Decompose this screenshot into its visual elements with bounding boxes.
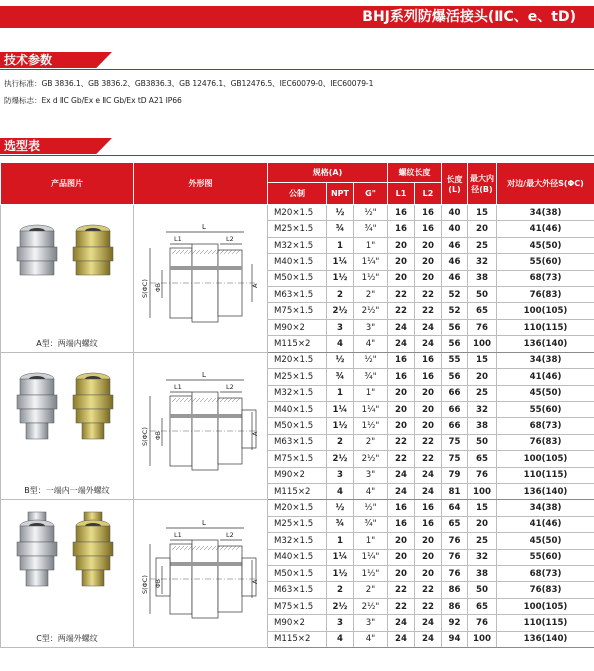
outline-drawing — [140, 366, 262, 486]
header-metric: 公制 — [268, 183, 327, 205]
cell-npt: ¾ — [327, 516, 354, 532]
cell-max-bore: 100 — [468, 631, 497, 647]
cell-metric: M32×1.5 — [268, 533, 327, 549]
cell-metric: M20×1.5 — [268, 500, 327, 516]
cell-npt: 1 — [327, 385, 354, 401]
page-title: BHJ系列防爆活接头(ⅡC、e、tD) — [0, 6, 594, 28]
cell-g: 1¼" — [354, 549, 388, 565]
cell-g: ¾" — [354, 221, 388, 237]
cell-l1: 20 — [388, 237, 415, 253]
cell-max-bore: 15 — [468, 205, 497, 221]
table-row — [1, 205, 594, 221]
cell-l1: 20 — [388, 418, 415, 434]
cell-max-bore: 76 — [468, 615, 497, 631]
cell-length: 75 — [442, 434, 468, 450]
cell-across-flats: 41(46) — [497, 516, 594, 532]
header-npt: NPT — [327, 183, 354, 205]
marking-line — [4, 95, 182, 106]
cell-l1: 20 — [388, 385, 415, 401]
svg-text:ΦB: ΦB — [154, 283, 162, 293]
cell-metric: M75×1.5 — [268, 598, 327, 614]
cell-max-bore: 20 — [468, 369, 497, 385]
cell-across-flats: 68(73) — [497, 566, 594, 582]
svg-text:A: A — [250, 431, 259, 437]
cell-across-flats: 136(140) — [497, 336, 594, 352]
cell-npt: 3 — [327, 319, 354, 335]
cell-max-bore: 50 — [468, 582, 497, 598]
cell-l2: 24 — [415, 336, 442, 352]
cell-l1: 20 — [388, 270, 415, 286]
header-l2: L2 — [415, 183, 442, 205]
cell-metric: M50×1.5 — [268, 270, 327, 286]
svg-text:S(ΦC): S(ΦC) — [140, 574, 149, 594]
cell-npt: 1 — [327, 533, 354, 549]
cell-l1: 22 — [388, 303, 415, 319]
svg-text:S(ΦC): S(ΦC) — [140, 427, 149, 447]
cell-length: 52 — [442, 287, 468, 303]
cell-length: 40 — [442, 221, 468, 237]
cell-across-flats: 41(46) — [497, 369, 594, 385]
cell-length: 46 — [442, 237, 468, 253]
cell-metric: M90×2 — [268, 467, 327, 483]
cell-g: 1½" — [354, 270, 388, 286]
cell-length: 52 — [442, 303, 468, 319]
cell-max-bore: 50 — [468, 287, 497, 303]
cell-max-bore: 15 — [468, 500, 497, 516]
cell-npt: 4 — [327, 336, 354, 352]
svg-text:ΦB: ΦB — [154, 431, 162, 441]
cell-max-bore: 65 — [468, 303, 497, 319]
cell-l2: 20 — [415, 254, 442, 270]
cell-g: 4" — [354, 631, 388, 647]
cell-npt: 3 — [327, 615, 354, 631]
cell-across-flats: 136(140) — [497, 631, 594, 647]
cell-l2: 20 — [415, 401, 442, 417]
cell-across-flats: 68(73) — [497, 418, 594, 434]
cell-length: 65 — [442, 516, 468, 532]
cell-across-flats: 100(105) — [497, 598, 594, 614]
cell-metric: M50×1.5 — [268, 566, 327, 582]
svg-text:L1: L1 — [173, 530, 182, 539]
cell-npt: 2 — [327, 582, 354, 598]
product-photo-cell — [1, 205, 134, 353]
cell-l2: 20 — [415, 237, 442, 253]
cell-across-flats: 55(60) — [497, 549, 594, 565]
cell-g: 2" — [354, 582, 388, 598]
cell-max-bore: 76 — [468, 467, 497, 483]
cell-g: 1" — [354, 385, 388, 401]
cell-metric: M90×2 — [268, 319, 327, 335]
cell-npt: ¾ — [327, 221, 354, 237]
outline-drawing-cell — [134, 352, 268, 500]
cell-metric: M40×1.5 — [268, 549, 327, 565]
cell-metric: M115×2 — [268, 631, 327, 647]
header-thread-length: 螺纹长度 — [388, 163, 442, 183]
cell-l2: 24 — [415, 483, 442, 499]
header-max-bore: 最大内径(B) — [468, 163, 497, 205]
cell-length: 56 — [442, 369, 468, 385]
cell-metric: M40×1.5 — [268, 401, 327, 417]
standards-line — [4, 78, 373, 89]
standards-label: 执行标准： — [4, 79, 42, 88]
cell-l1: 22 — [388, 287, 415, 303]
cell-npt: ½ — [327, 205, 354, 221]
cell-l2: 20 — [415, 533, 442, 549]
cell-max-bore: 32 — [468, 254, 497, 270]
cell-g: 2½" — [354, 451, 388, 467]
cell-across-flats: 34(38) — [497, 352, 594, 368]
cell-l1: 24 — [388, 336, 415, 352]
cell-npt: 4 — [327, 631, 354, 647]
cell-npt: ¾ — [327, 369, 354, 385]
cell-g: 1½" — [354, 566, 388, 582]
svg-text:S(ΦC): S(ΦC) — [140, 279, 149, 299]
product-photo-image — [7, 213, 127, 297]
cell-npt: 1¼ — [327, 401, 354, 417]
cell-across-flats: 68(73) — [497, 270, 594, 286]
cell-max-bore: 32 — [468, 401, 497, 417]
cell-length: 86 — [442, 598, 468, 614]
cell-metric: M90×2 — [268, 615, 327, 631]
svg-text:L1: L1 — [173, 383, 182, 392]
cell-across-flats: 100(105) — [497, 451, 594, 467]
tech-heading: 技术参数 — [4, 53, 53, 67]
cell-across-flats: 110(115) — [497, 319, 594, 335]
header-l1: L1 — [388, 183, 415, 205]
cell-l1: 22 — [388, 451, 415, 467]
cell-max-bore: 100 — [468, 336, 497, 352]
cell-l2: 16 — [415, 369, 442, 385]
cell-l2: 16 — [415, 500, 442, 516]
cell-metric: M20×1.5 — [268, 352, 327, 368]
cell-l1: 20 — [388, 254, 415, 270]
cell-npt: 1½ — [327, 418, 354, 434]
svg-text:L2: L2 — [225, 530, 234, 539]
cell-g: 2½" — [354, 303, 388, 319]
cell-across-flats: 45(50) — [497, 385, 594, 401]
cell-across-flats: 55(60) — [497, 401, 594, 417]
cell-l2: 24 — [415, 467, 442, 483]
cell-l1: 20 — [388, 566, 415, 582]
svg-text:L2: L2 — [225, 383, 234, 392]
cell-across-flats: 45(50) — [497, 533, 594, 549]
cell-max-bore: 20 — [468, 516, 497, 532]
cell-max-bore: 50 — [468, 434, 497, 450]
cell-l2: 20 — [415, 385, 442, 401]
cell-npt: 2½ — [327, 598, 354, 614]
cell-length: 56 — [442, 336, 468, 352]
cell-npt: 4 — [327, 483, 354, 499]
cell-l1: 16 — [388, 205, 415, 221]
cell-metric: M32×1.5 — [268, 385, 327, 401]
cell-l1: 16 — [388, 500, 415, 516]
tech-section-header — [0, 52, 594, 68]
cell-g: ½" — [354, 352, 388, 368]
cell-length: 40 — [442, 205, 468, 221]
cell-length: 76 — [442, 533, 468, 549]
cell-metric: M25×1.5 — [268, 221, 327, 237]
cell-metric: M25×1.5 — [268, 516, 327, 532]
selection-heading: 选型表 — [4, 139, 41, 153]
cell-l2: 20 — [415, 418, 442, 434]
cell-l1: 24 — [388, 615, 415, 631]
cell-metric: M20×1.5 — [268, 205, 327, 221]
cell-g: 4" — [354, 336, 388, 352]
product-photo-image — [7, 361, 127, 445]
cell-g: 2½" — [354, 598, 388, 614]
cell-metric: M115×2 — [268, 336, 327, 352]
cell-npt: 1½ — [327, 566, 354, 582]
cell-max-bore: 100 — [468, 483, 497, 499]
cell-metric: M50×1.5 — [268, 418, 327, 434]
svg-text:ΦB: ΦB — [154, 578, 162, 588]
cell-npt: 1½ — [327, 270, 354, 286]
cell-length: 66 — [442, 418, 468, 434]
cell-l2: 24 — [415, 631, 442, 647]
cell-l2: 24 — [415, 615, 442, 631]
cell-across-flats: 76(83) — [497, 434, 594, 450]
cell-length: 64 — [442, 500, 468, 516]
cell-across-flats: 110(115) — [497, 615, 594, 631]
cell-l2: 22 — [415, 598, 442, 614]
outline-drawing — [140, 514, 262, 634]
cell-l1: 16 — [388, 221, 415, 237]
cell-l1: 20 — [388, 549, 415, 565]
cell-metric: M63×1.5 — [268, 434, 327, 450]
cell-g: ½" — [354, 500, 388, 516]
cell-length: 79 — [442, 467, 468, 483]
cell-length: 46 — [442, 270, 468, 286]
header-photo: 产品图片 — [1, 163, 134, 205]
cell-across-flats: 41(46) — [497, 221, 594, 237]
cell-g: 3" — [354, 467, 388, 483]
svg-text:L2: L2 — [225, 235, 234, 244]
cell-metric: M115×2 — [268, 483, 327, 499]
cell-across-flats: 45(50) — [497, 237, 594, 253]
cell-l1: 24 — [388, 631, 415, 647]
cell-npt: ½ — [327, 500, 354, 516]
cell-across-flats: 136(140) — [497, 483, 594, 499]
cell-length: 75 — [442, 451, 468, 467]
svg-text:L: L — [201, 223, 206, 232]
cell-l1: 24 — [388, 483, 415, 499]
cell-npt: ½ — [327, 352, 354, 368]
cell-metric: M75×1.5 — [268, 303, 327, 319]
cell-length: 66 — [442, 385, 468, 401]
cell-length: 56 — [442, 319, 468, 335]
svg-text:A: A — [250, 579, 259, 584]
cell-l1: 20 — [388, 533, 415, 549]
selection-table — [0, 162, 594, 648]
cell-max-bore: 25 — [468, 533, 497, 549]
header-across-flats: 对边/最大外径S(ΦC) — [497, 163, 594, 205]
cell-npt: 3 — [327, 467, 354, 483]
cell-max-bore: 32 — [468, 549, 497, 565]
cell-l1: 24 — [388, 467, 415, 483]
cell-l2: 16 — [415, 352, 442, 368]
cell-g: ¾" — [354, 516, 388, 532]
cell-max-bore: 38 — [468, 270, 497, 286]
outline-drawing — [140, 218, 262, 338]
type-label: A型：两端内螺纹 — [36, 338, 98, 348]
cell-max-bore: 38 — [468, 566, 497, 582]
type-label: C型：两端外螺纹 — [36, 634, 98, 644]
cell-max-bore: 38 — [468, 418, 497, 434]
cell-max-bore: 25 — [468, 237, 497, 253]
cell-l1: 16 — [388, 516, 415, 532]
selection-section-header — [0, 138, 594, 154]
cell-metric: M25×1.5 — [268, 369, 327, 385]
cell-npt: 2 — [327, 434, 354, 450]
cell-g: 3" — [354, 319, 388, 335]
cell-l2: 20 — [415, 566, 442, 582]
cell-l1: 22 — [388, 434, 415, 450]
cell-length: 81 — [442, 483, 468, 499]
cell-max-bore: 20 — [468, 221, 497, 237]
cell-across-flats: 55(60) — [497, 254, 594, 270]
svg-text:L: L — [201, 518, 206, 527]
cell-across-flats: 76(83) — [497, 287, 594, 303]
cell-across-flats: 76(83) — [497, 582, 594, 598]
cell-l1: 16 — [388, 369, 415, 385]
cell-l2: 22 — [415, 434, 442, 450]
cell-l2: 22 — [415, 303, 442, 319]
cell-metric: M40×1.5 — [268, 254, 327, 270]
cell-max-bore: 65 — [468, 598, 497, 614]
cell-across-flats: 34(38) — [497, 500, 594, 516]
outline-drawing-cell — [134, 500, 268, 648]
cell-l2: 22 — [415, 287, 442, 303]
cell-l2: 22 — [415, 582, 442, 598]
cell-length: 55 — [442, 352, 468, 368]
cell-max-bore: 15 — [468, 352, 497, 368]
cell-g: 1¼" — [354, 401, 388, 417]
cell-across-flats: 110(115) — [497, 467, 594, 483]
cell-g: 4" — [354, 483, 388, 499]
cell-npt: 2½ — [327, 451, 354, 467]
product-photo-cell — [1, 500, 134, 648]
header-g: G" — [354, 183, 388, 205]
table-row — [1, 500, 594, 516]
svg-text:L1: L1 — [173, 235, 182, 244]
cell-g: 1" — [354, 533, 388, 549]
cell-g: ½" — [354, 205, 388, 221]
cell-g: 1½" — [354, 418, 388, 434]
cell-across-flats: 34(38) — [497, 205, 594, 221]
cell-g: 2" — [354, 287, 388, 303]
cell-l1: 22 — [388, 598, 415, 614]
outline-drawing-cell — [134, 205, 268, 353]
cell-metric: M63×1.5 — [268, 582, 327, 598]
cell-l1: 24 — [388, 319, 415, 335]
standards-value: GB 3836.1、GB 3836.2、GB3836.3、GB 12476.1、GB12476.5、IEC60079-0、IEC60079-1 — [41, 79, 374, 88]
cell-length: 76 — [442, 566, 468, 582]
cell-npt: 1 — [327, 237, 354, 253]
cell-length: 76 — [442, 549, 468, 565]
cell-npt: 2 — [327, 287, 354, 303]
header-spec: 规格(A) — [268, 163, 388, 183]
cell-npt: 2½ — [327, 303, 354, 319]
cell-across-flats: 100(105) — [497, 303, 594, 319]
cell-g: ¾" — [354, 369, 388, 385]
cell-l2: 22 — [415, 451, 442, 467]
cell-max-bore: 76 — [468, 319, 497, 335]
cell-l2: 16 — [415, 221, 442, 237]
header-drawing: 外形图 — [134, 163, 268, 205]
cell-max-bore: 25 — [468, 385, 497, 401]
cell-length: 46 — [442, 254, 468, 270]
cell-l1: 22 — [388, 582, 415, 598]
cell-max-bore: 65 — [468, 451, 497, 467]
cell-g: 2" — [354, 434, 388, 450]
cell-metric: M63×1.5 — [268, 287, 327, 303]
product-photo-image — [7, 508, 127, 592]
table-row — [1, 352, 594, 368]
marking-label: 防爆标志： — [4, 96, 42, 105]
cell-length: 92 — [442, 615, 468, 631]
cell-l1: 16 — [388, 352, 415, 368]
svg-text:L: L — [201, 371, 206, 380]
header-length: 长度(L) — [442, 163, 468, 205]
cell-l1: 20 — [388, 401, 415, 417]
cell-npt: 1¼ — [327, 549, 354, 565]
cell-l2: 16 — [415, 205, 442, 221]
cell-l2: 24 — [415, 319, 442, 335]
cell-metric: M32×1.5 — [268, 237, 327, 253]
cell-length: 66 — [442, 401, 468, 417]
cell-g: 3" — [354, 615, 388, 631]
type-label: B型：一端内一端外螺纹 — [24, 486, 110, 496]
cell-length: 94 — [442, 631, 468, 647]
cell-l2: 20 — [415, 270, 442, 286]
cell-l2: 16 — [415, 516, 442, 532]
cell-length: 86 — [442, 582, 468, 598]
product-photo-cell — [1, 352, 134, 500]
cell-g: 1" — [354, 237, 388, 253]
cell-l2: 20 — [415, 549, 442, 565]
svg-text:A: A — [250, 283, 259, 289]
cell-metric: M75×1.5 — [268, 451, 327, 467]
cell-g: 1¼" — [354, 254, 388, 270]
cell-npt: 1¼ — [327, 254, 354, 270]
marking-value: Ex d ⅡC Gb/Ex e ⅡC Gb/Ex tD A21 IP66 — [41, 96, 182, 105]
